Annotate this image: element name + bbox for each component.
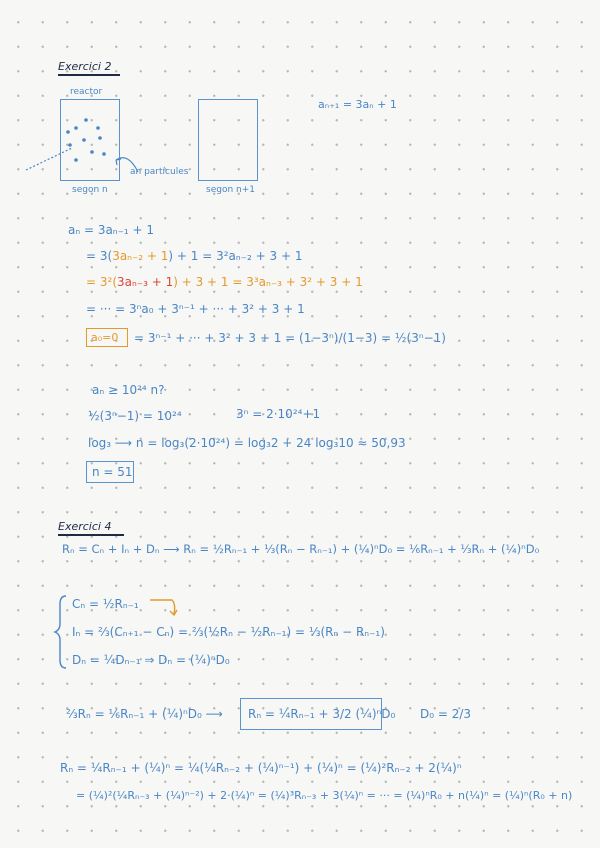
l3-prefix: = 3²( bbox=[86, 275, 117, 289]
ex4-system-1: Cₙ = ½Rₙ₋₁ bbox=[72, 597, 139, 611]
ex4-line-3: Rₙ = ¼Rₙ₋₁ + (¼)ⁿ = ¼(¼Rₙ₋₂ + (¼)ⁿ⁻¹) + (¼)ⁿ = (¼)²Rₙ₋₂ + 2(¼)ⁿ bbox=[60, 761, 462, 775]
ex4-line-2: ⅔Rₙ = ⅙Rₙ₋₁ + (¼)ⁿD₀ ⟶ bbox=[66, 707, 223, 721]
caption-segon-n1: segon n+1 bbox=[206, 185, 255, 195]
n51-label: n = 51 bbox=[92, 465, 133, 479]
caption-segon-n: segon n bbox=[72, 185, 108, 195]
ex4-line-1: Rₙ = Cₙ + Iₙ + Dₙ ⟶ Rₙ = ½Rₙ₋₁ + ⅓(Rₙ − Rₙ₋₁) + (¼)ⁿD₀ = ⅙Rₙ₋₁ + ⅓Rₙ + (¼)ⁿD₀ bbox=[62, 542, 540, 556]
ex2-line-6: aₙ ≥ 10²⁴ n? bbox=[92, 383, 165, 397]
l3-highlight: 3aₙ₋₃ + 1 bbox=[117, 275, 174, 289]
recurrence: aₙ₊₁ = 3aₙ + 1 bbox=[318, 98, 397, 111]
ex2-line-3 bbox=[86, 276, 363, 288]
l2-prefix: = 3( bbox=[86, 249, 113, 263]
ex2-line-4: = ··· = 3ⁿa₀ + 3ⁿ⁻¹ + ··· + 3² + 3 + 1 bbox=[86, 302, 305, 316]
l2-suffix: ) + 1 = 3²aₙ₋₂ + 3 + 1 bbox=[168, 249, 303, 263]
particles-label: an partícules bbox=[130, 167, 189, 177]
ex2-line-7a: ½(3ⁿ−1) = 10²⁴ bbox=[88, 409, 182, 423]
d0-value: D₀ = 2/3 bbox=[420, 707, 472, 721]
ex4-system-2: Iₙ = ⅔(Cₙ₊₁ − Cₙ) = ⅔(½Rₙ − ½Rₙ₋₁) = ⅓(Rₙ − Rₙ₋₁) bbox=[72, 625, 385, 639]
ex2-line-5: = 3ⁿ⁻¹ + ··· + 3² + 3 + 1 = (1−3ⁿ)/(1−3) = ½(3ⁿ−1) bbox=[134, 331, 446, 345]
ex2-line-8: log₃ ⟶ n = log₃(2·10²⁴) = log₃2 + 24 log₃10 ≈ 50,93 bbox=[88, 436, 406, 450]
l3-suffix: ) + 3 + 1 = 3³aₙ₋₃ + 3² + 3 + 1 bbox=[173, 275, 363, 289]
ex2-line-7b: 3ⁿ = 2·10²⁴+1 bbox=[236, 407, 321, 421]
ex2-line-2 bbox=[86, 250, 302, 262]
ex4-title-underline bbox=[58, 534, 124, 536]
reactor-label: reactor bbox=[70, 87, 103, 97]
ex2-line-1: aₙ = 3aₙ₋₁ + 1 bbox=[68, 223, 155, 237]
l2-highlight: 3aₙ₋₂ + 1 bbox=[112, 249, 169, 263]
rn-result: Rₙ = ¼Rₙ₋₁ + 3/2 (¼)ⁿD₀ bbox=[248, 707, 396, 721]
ex4-system-3: Dₙ = ¼Dₙ₋₁ ⇒ Dₙ = (¼)ⁿD₀ bbox=[72, 653, 230, 667]
ex4-title: Exercici 4 bbox=[58, 520, 112, 533]
ex4-line-4: = (¼)²(¼Rₙ₋₃ + (¼)ⁿ⁻²) + 2·(¼)ⁿ = (¼)³Rₙ₋₃ + 3(¼)ⁿ = ··· = (¼)ⁿR₀ + n(¼)ⁿ = (¼)ⁿ(R₀ + n) bbox=[76, 789, 573, 802]
ex2-title: Exercici 2 bbox=[58, 60, 112, 73]
a0-label: a₀=0 bbox=[91, 331, 119, 344]
